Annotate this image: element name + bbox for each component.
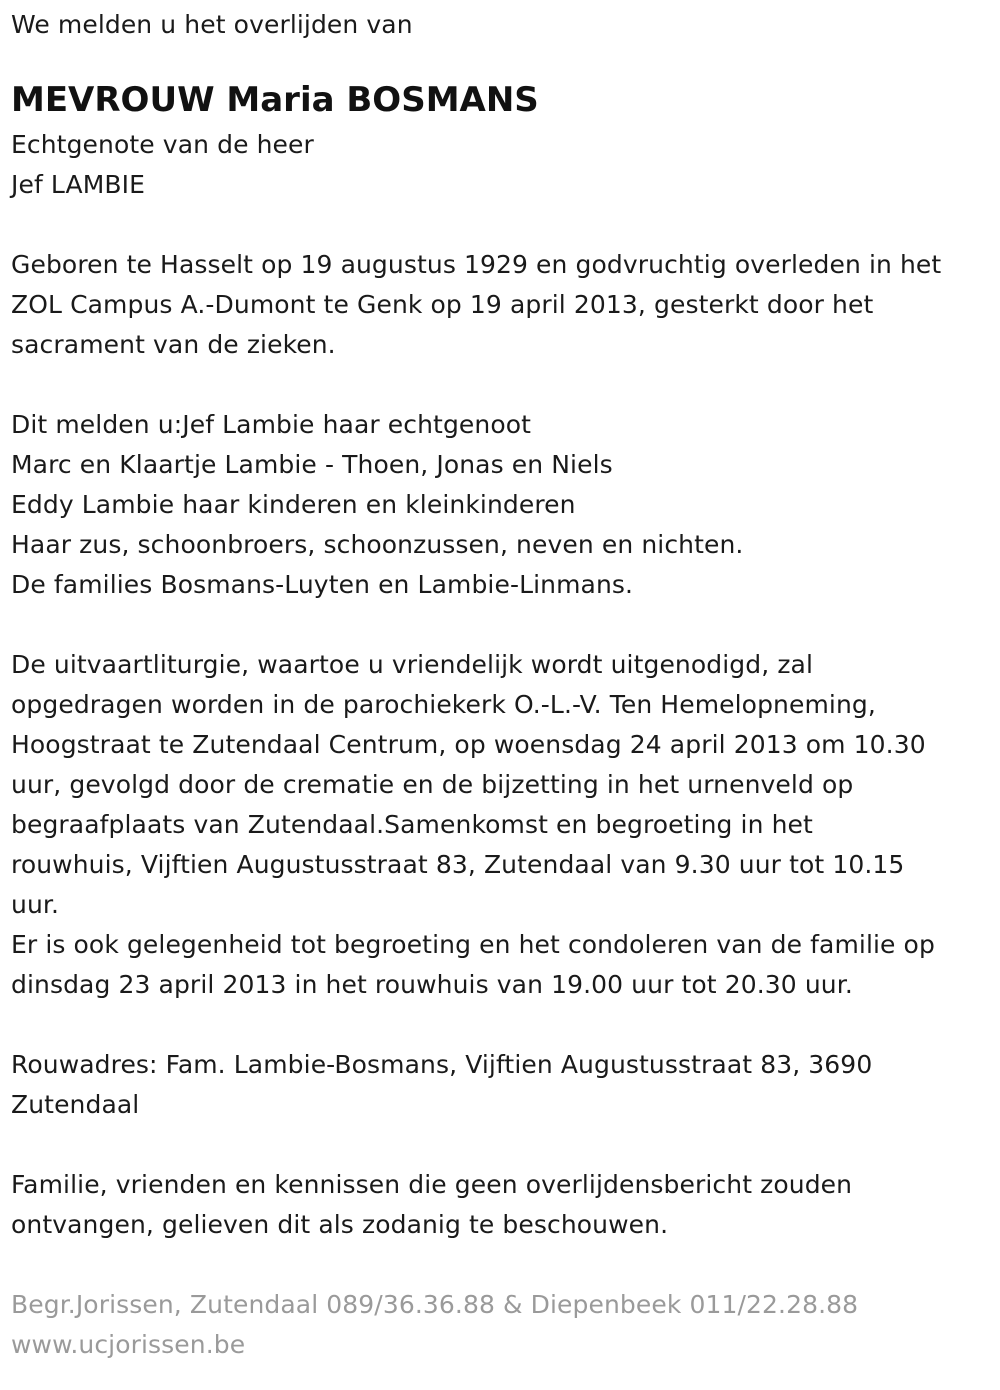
paragraph-line: dinsdag 23 april 2013 in het rouwhuis van 19.00 uur tot 20.30 uur. <box>11 970 853 999</box>
paragraph-line: opgedragen worden in de parochiekerk O.-L.-V. Ten Hemelopneming, <box>11 690 876 719</box>
paragraph-line: Marc en Klaartje Lambie - Thoen, Jonas en Niels <box>11 450 613 479</box>
spacer <box>11 205 996 245</box>
spacer <box>11 1125 996 1165</box>
paragraph-line: begraafplaats van Zutendaal.Samenkomst en begroeting in het <box>11 810 813 839</box>
website-link[interactable]: www.ucjorissen.be <box>11 1330 246 1359</box>
family-paragraph <box>11 405 996 605</box>
paragraph-line: Hoogstraat te Zutendaal Centrum, op woensdag 24 april 2013 om 10.30 <box>11 730 926 759</box>
paragraph-line: Zutendaal <box>11 1090 140 1119</box>
spacer <box>11 365 996 405</box>
paragraph-line: Geboren te Hasselt op 19 augustus 1929 en godvruchtig overleden in het <box>11 250 942 279</box>
birth-paragraph <box>11 245 996 365</box>
paragraph-line: Familie, vrienden en kennissen die geen overlijdensbericht zouden <box>11 1170 853 1199</box>
paragraph-line: ZOL Campus A.-Dumont te Genk op 19 april 2013, gesterkt door het <box>11 290 874 319</box>
intro-line: We melden u het overlijden van <box>11 10 413 39</box>
paragraph-line: Eddy Lambie haar kinderen en kleinkinderen <box>11 490 576 519</box>
paragraph-line: sacrament van de zieken. <box>11 330 336 359</box>
undertaker-info: Begr.Jorissen, Zutendaal 089/36.36.88 & Diepenbeek 011/22.28.88 <box>11 1290 859 1319</box>
paragraph-line: De uitvaartliturgie, waartoe u vriendelijk wordt uitgenodigd, zal <box>11 650 814 679</box>
address-paragraph <box>11 1045 996 1125</box>
paragraph-line: Rouwadres: Fam. Lambie-Bosmans, Vijftien Augustusstraat 83, 3690 <box>11 1050 873 1079</box>
death-notice <box>11 0 996 1365</box>
spouse-line-2: Jef LAMBIE <box>11 170 145 199</box>
paragraph-line: Haar zus, schoonbroers, schoonzussen, neven en nichten. <box>11 530 744 559</box>
paragraph-line: Dit melden u:Jef Lambie haar echtgenoot <box>11 410 532 439</box>
paragraph-line: De families Bosmans-Luyten en Lambie-Linmans. <box>11 570 634 599</box>
paragraph-line: uur. <box>11 890 60 919</box>
spouse-line-1: Echtgenote van de heer <box>11 130 314 159</box>
deceased-name: MEVROUW Maria BOSMANS <box>11 80 539 120</box>
notice-paragraph <box>11 1165 996 1245</box>
paragraph-line: uur, gevolgd door de crematie en de bijzetting in het urnenveld op <box>11 770 854 799</box>
spacer <box>11 605 996 645</box>
spacer <box>11 1005 996 1045</box>
footer <box>11 1285 996 1365</box>
paragraph-line: ontvangen, gelieven dit als zodanig te beschouwen. <box>11 1210 669 1239</box>
paragraph-line: Er is ook gelegenheid tot begroeting en het condoleren van de familie op <box>11 930 935 959</box>
spacer <box>11 1245 996 1285</box>
funeral-paragraph <box>11 645 996 1005</box>
paragraph-line: rouwhuis, Vijftien Augustusstraat 83, Zutendaal van 9.30 uur tot 10.15 <box>11 850 905 879</box>
